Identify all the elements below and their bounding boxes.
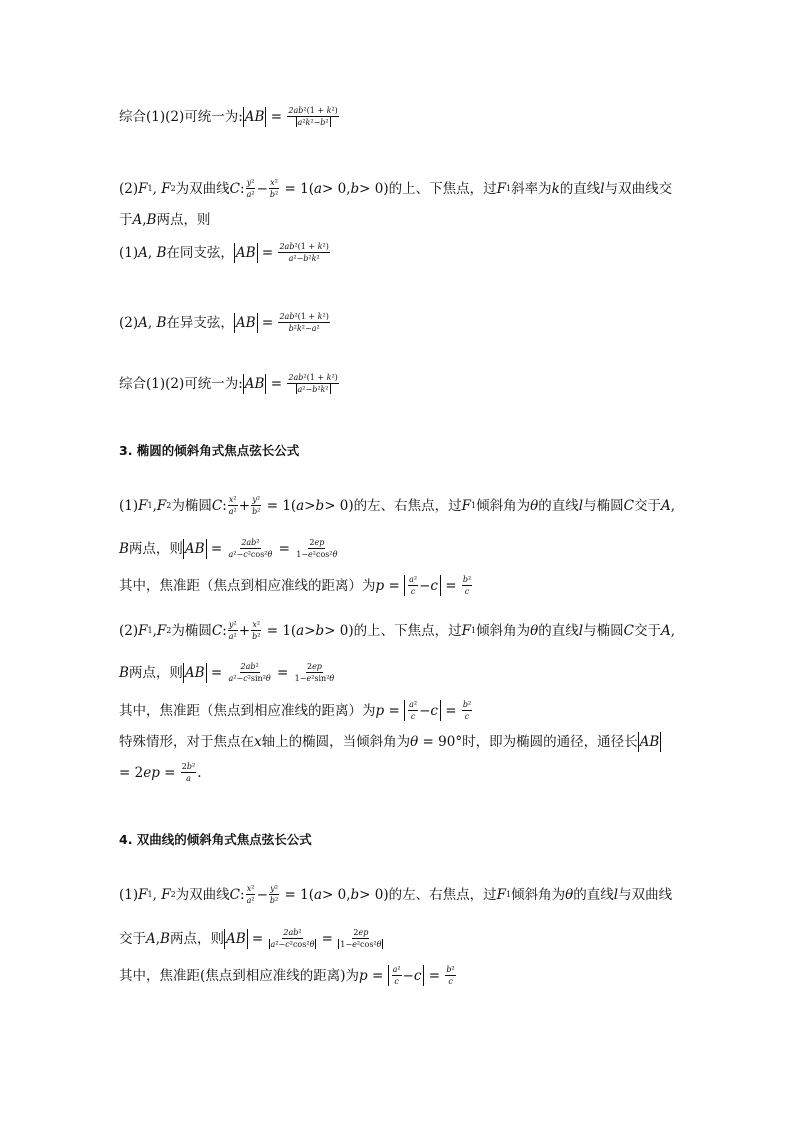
- text-line: 交于 A , B 两点，则 AB = $\frac{\text{2ab²}}{\text{a²−c²cos²θ}}$ = $\frac{2ep}{\text{1−e²cos²θ}}$: [119, 928, 382, 949]
- text-line: 特殊情形，对于焦点在 x 轴上的椭圆，当倾斜角为 θ = 90° 时，即为椭圆的通径，通径长 AB: [119, 734, 660, 750]
- formula-fraction: $\frac{\text{x²}}{\text{b²}}$: [252, 620, 261, 641]
- formula-fraction: $\frac{\text{b²}}{c}$: [446, 965, 455, 986]
- formula-fraction: $\frac{\text{2ab²}}{\text{a²−c²cos²θ}}$: [228, 538, 273, 559]
- text-line: B 两点，则 AB = $\frac{\text{2ab²}}{\text{a²−c²cos²θ}}$ = $\frac{2ep}{\text{1−e²cos²θ}}$: [119, 538, 338, 559]
- text-line: 其中，焦准距(焦点到相应准线的距离)为 p = $\frac{\text{a²}}{c}$ − c = $\frac{\text{b²}}{c}$: [119, 965, 455, 986]
- formula-fraction: $\frac{\text{y²}}{\text{b²}}$: [269, 884, 279, 905]
- text-line: (1) F 1 , F 2 为椭圆 C : $\frac{\text{x²}}{\text{a²}}$ + $\frac{\text{y²}}{\text{b²}}$ = 1( a > b > 0) 的左、右焦点，过 F 1 倾斜角为 θ 的直线 l 与椭圆 C 交于 A ,: [119, 495, 675, 516]
- formula-fraction: $\frac{\text{y²}}{\text{b²}}$: [252, 495, 261, 516]
- formula-fraction: $\frac{\text{y²}}{\text{a²}}$: [246, 178, 255, 199]
- formula-fraction: $\frac{2ep}{\text{1−e²cos²θ}}$: [340, 928, 382, 949]
- section-heading: 4. 双曲线的倾斜角式焦点弦长公式: [119, 832, 312, 847]
- text-line: = 2 ep = $\frac{\text{2b²}}{a}$ .: [119, 762, 202, 783]
- text-line: 其中，焦准距（焦点到相应准线的距离）为 p = $\frac{\text{a²}}{c}$ − c = $\frac{\text{b²}}{c}$: [119, 575, 472, 596]
- text-line: (1) F 1 , F 2 为双曲线 C : $\frac{\text{x²}}{\text{a²}}$ − $\frac{\text{y²}}{\text{b²}}$ = 1( a > 0, b > 0) 的左、右焦点，过 F 1 倾斜角为 θ 的直线 l 与双曲线: [119, 884, 673, 905]
- formula-fraction: $\frac{\text{2ab²(1 + k²)}}{\text{a²−b²k²}}$: [288, 373, 338, 394]
- formula-fraction: $\frac{\text{2ab²(1 + k²)}}{\text{a²−b²k²}}$: [279, 242, 329, 263]
- formula-fraction: $\frac{\text{x²}}{\text{a²}}$: [228, 495, 237, 516]
- text-line: 其中，焦准距（焦点到相应准线的距离）为 p = $\frac{\text{a²}}{c}$ − c = $\frac{\text{b²}}{c}$: [119, 700, 472, 721]
- formula-fraction: $\frac{\text{2ab²(1 + k²)}}{\text{a²k²−b²}}$: [288, 106, 338, 127]
- text-line: B 两点，则 AB = $\frac{\text{2ab²}}{\text{a²−c²sin²θ}}$ = $\frac{2ep}{\text{1−e²sin²θ}}$: [119, 662, 335, 683]
- text-line: (1) A , B 在同支弦， AB = $\frac{\text{2ab²(1 + k²)}}{\text{a²−b²k²}}$: [119, 242, 329, 263]
- formula-fraction: $\frac{\text{b²}}{c}$: [462, 700, 472, 721]
- formula-fraction: $\frac{\text{x²}}{\text{b²}}$: [269, 178, 279, 199]
- text-line: 于 A , B 两点，则: [119, 212, 211, 228]
- text-line: (2) F 1 , F 2 为椭圆 C : $\frac{\text{y²}}{\text{a²}}$ + $\frac{\text{x²}}{\text{b²}}$ = 1( a > b > 0) 的上、下焦点，过 F 1 倾斜角为 θ 的直线 l 与椭圆 C 交于 A ,: [119, 620, 675, 641]
- formula-fraction: $\frac{2ep}{\text{1−e²cos²θ}}$: [296, 538, 338, 559]
- text-line: (2) A , B 在异支弦， AB = $\frac{\text{2ab²(1 + k²)}}{\text{b²k²−a²}}$: [119, 312, 329, 333]
- formula-fraction: $\frac{\text{x²}}{\text{a²}}$: [246, 884, 255, 905]
- formula-fraction: $\frac{\text{2ab²(1 + k²)}}{\text{b²k²−a²}}$: [279, 312, 329, 333]
- formula-fraction: $\frac{\text{2b²}}{a}$: [181, 762, 196, 783]
- formula-fraction: $\frac{\text{2ab²}}{\text{a²−c²cos²θ}}$: [270, 928, 315, 949]
- formula-fraction: $\frac{2ep}{\text{1−e²sin²θ}}$: [294, 662, 335, 683]
- text-line: 综合(1)(2)可统一为: AB = $\frac{\text{2ab²(1 + k²)}}{\text{a²−b²k²}}$: [119, 373, 338, 394]
- formula-fraction: $\frac{\text{y²}}{\text{a²}}$: [228, 620, 237, 641]
- section-heading: 3. 椭圆的倾斜角式焦点弦长公式: [119, 443, 300, 458]
- formula-fraction: $\frac{\text{2ab²}}{\text{a²−c²sin²θ}}$: [228, 662, 271, 683]
- formula-fraction: $\frac{\text{b²}}{c}$: [462, 575, 472, 596]
- text-line: 综合(1)(2)可统一为: AB = $\frac{\text{2ab²(1 + k²)}}{\text{a²k²−b²}}$: [119, 106, 338, 127]
- text-line: (2) F 1 , F 2 为双曲线 C : $\frac{\text{y²}}{\text{a²}}$ − $\frac{\text{x²}}{\text{b²}}$ = 1( a > 0, b > 0) 的上、下焦点，过 F 1 斜率为 k 的直线 l 与双曲线交: [119, 178, 673, 199]
